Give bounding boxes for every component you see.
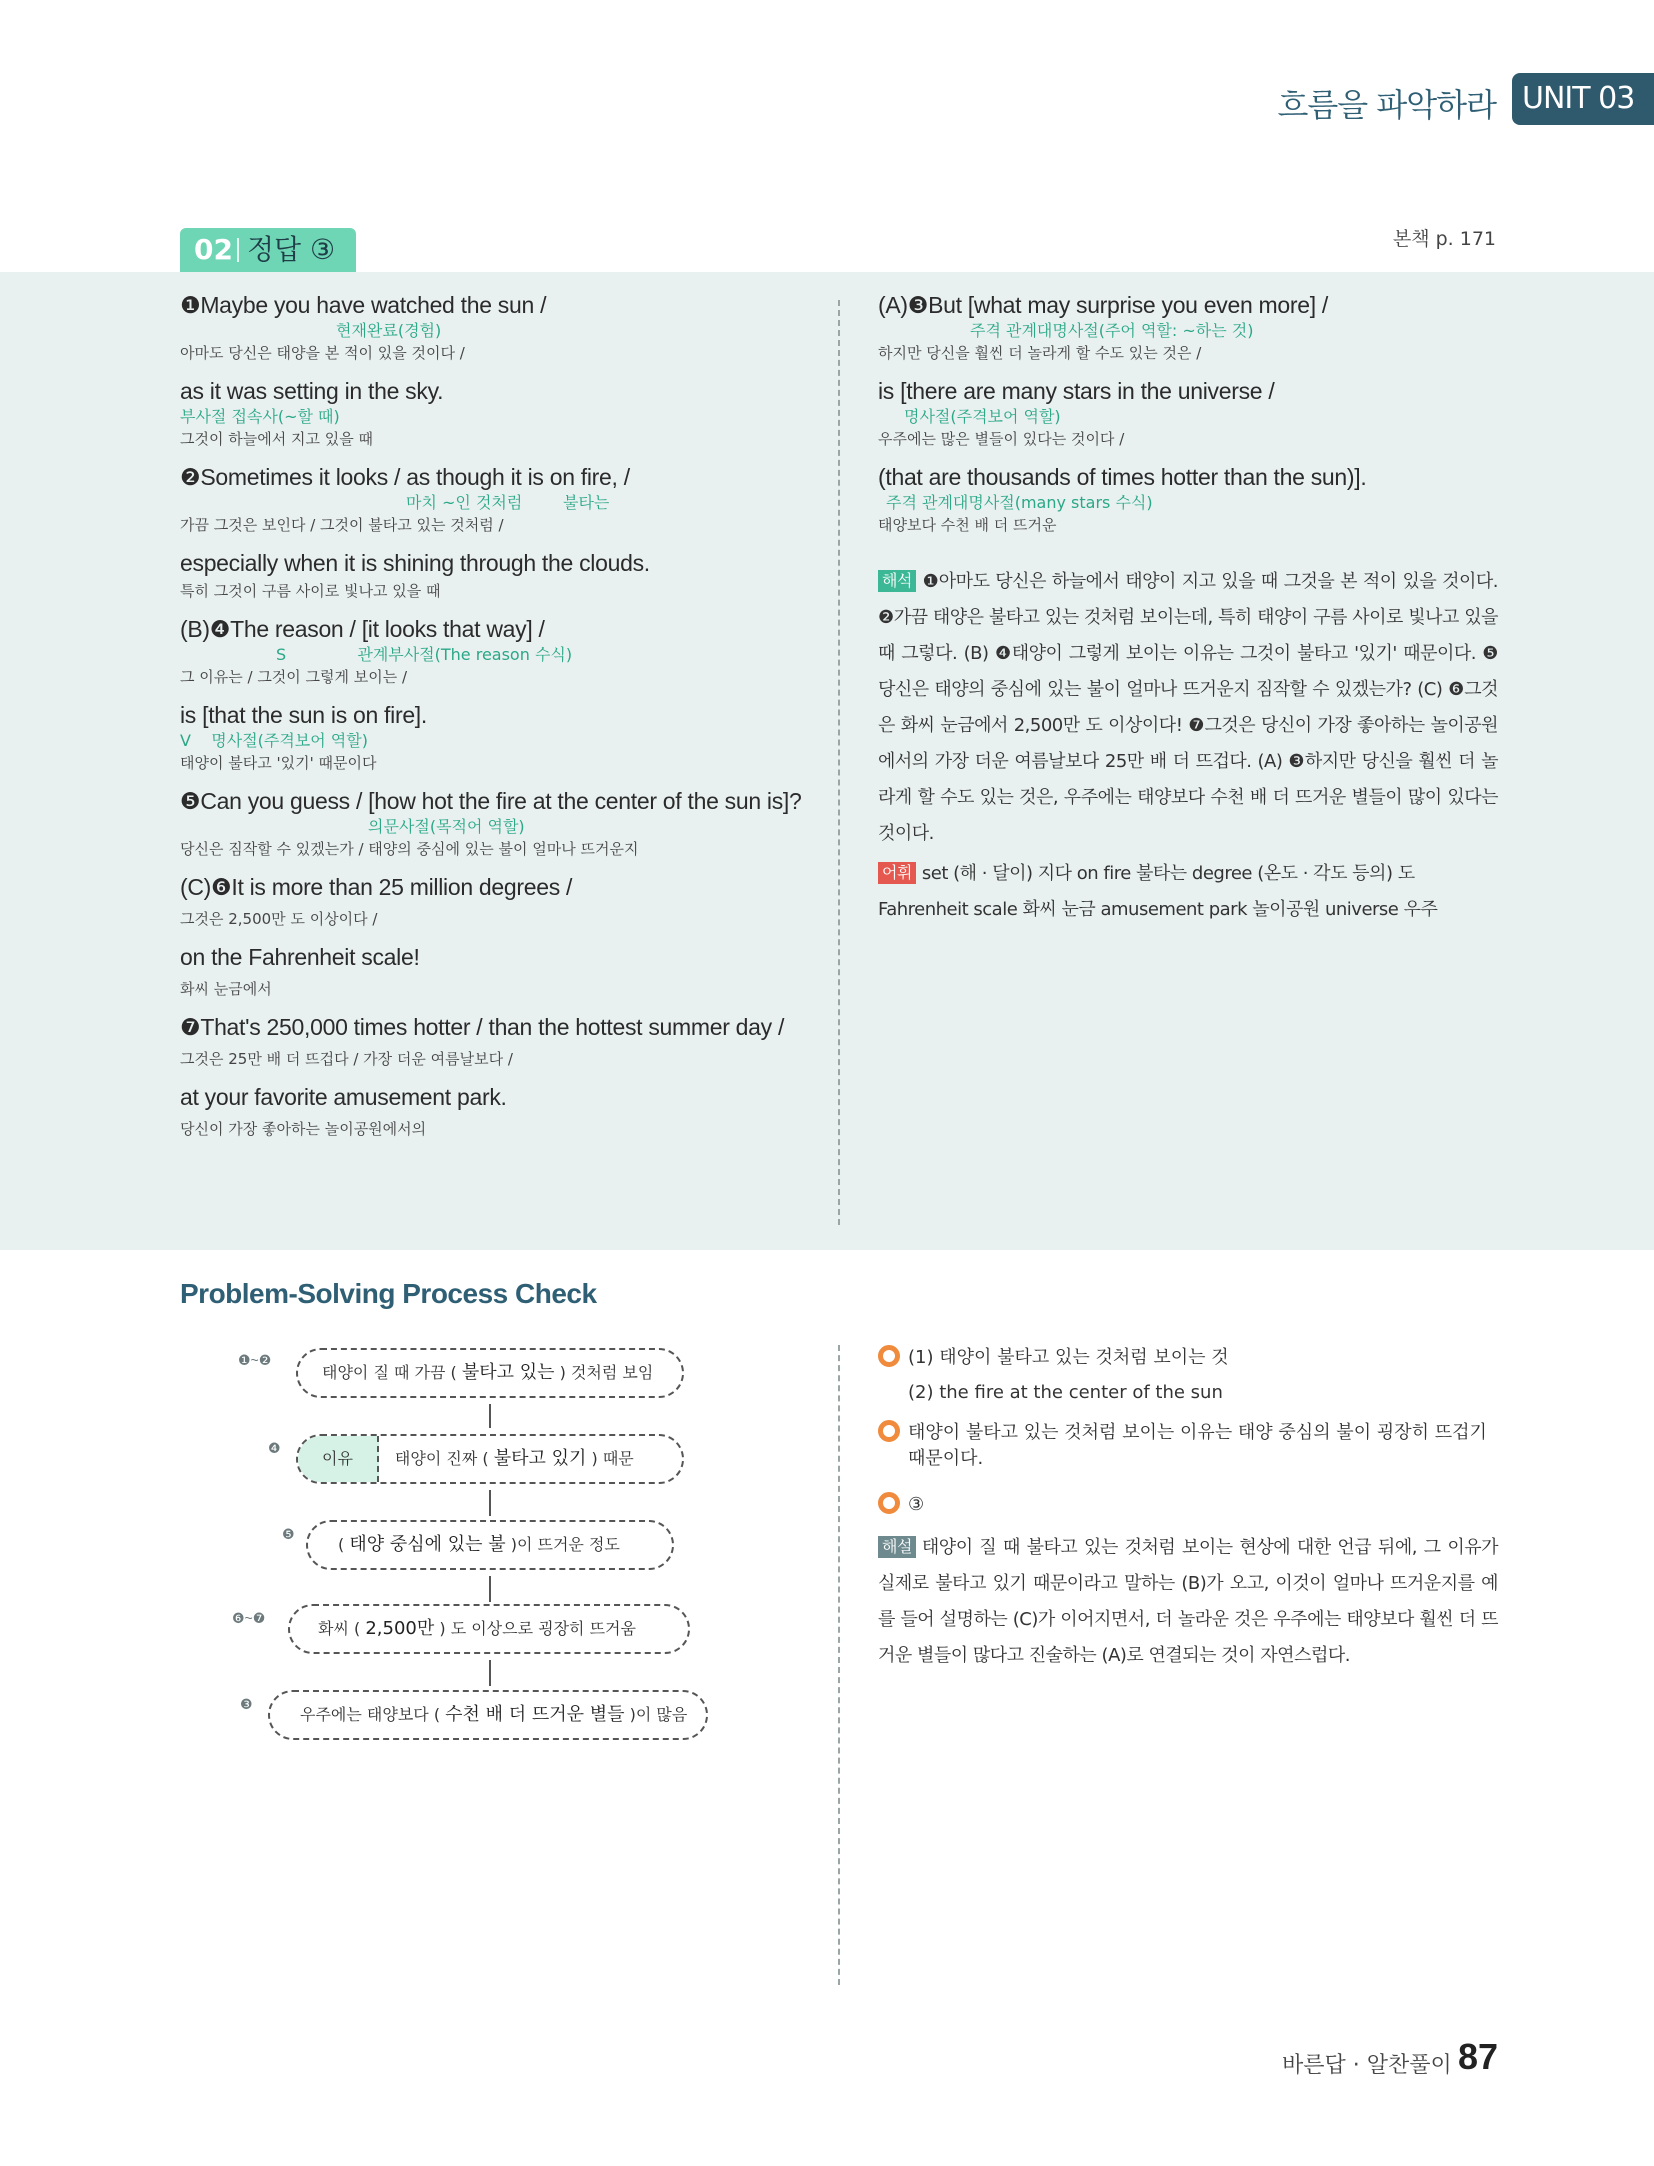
grammar-gloss: 명사절(주격보어 역할)	[904, 407, 1061, 426]
english-line: at your favorite amusement park.	[180, 1084, 507, 1110]
korean-line: 그 이유는 / 그것이 그렇게 보이는 /	[180, 668, 408, 686]
grammar-gloss: 부사절 접속사(~할 때)	[180, 407, 340, 426]
answer-1: (1) 태양이 불타고 있는 것처럼 보이는 것	[878, 1345, 1498, 1371]
sentence-block	[180, 872, 820, 930]
answer-3: ③	[878, 1492, 1498, 1518]
answer-1-part-2: (2) the fire at the center of the sun	[908, 1382, 1223, 1403]
flow-step: 화씨 ( 2,500만 ) 도 이상으로 굉장히 뜨거움	[288, 1604, 690, 1654]
english-line: is [that the sun is on fire].	[180, 702, 427, 728]
korean-line: 하지만 당신을 훨씬 더 놀라게 할 수도 있는 것은 /	[878, 344, 1202, 362]
flow-blank: 불타고 있기	[493, 1448, 587, 1469]
column-divider	[838, 1345, 840, 1985]
unit-badge: UNIT 03	[1512, 73, 1654, 125]
left-analysis-column	[180, 290, 820, 1152]
sentence-block	[878, 462, 1498, 536]
flow-step: 우주에는 태양보다 ( 수천 배 더 뜨거운 별들 )이 많음	[268, 1690, 708, 1740]
process-check-title: Problem-Solving Process Check	[180, 1278, 597, 1309]
answer-tab	[180, 228, 356, 272]
grammar-gloss: 현재완료(경험)	[336, 321, 442, 340]
english-line: especially when it is shining through the clouds.	[180, 550, 650, 576]
flow-arrow-up	[489, 1404, 491, 1428]
flow-arrow-down	[489, 1576, 491, 1602]
sentence-block	[878, 376, 1498, 450]
step-number: ❺	[282, 1526, 295, 1542]
sentence-block	[180, 786, 820, 860]
sentence-block	[878, 290, 1498, 364]
vocab-tag: 어휘	[878, 862, 916, 884]
flow-step: 태양이 질 때 가끔 ( 불타고 있는 ) 것처럼 보임	[296, 1348, 684, 1398]
commentary-tag: 해설	[878, 1536, 916, 1558]
sentence-block	[180, 290, 820, 364]
english-line: is [there are many stars in the universe /	[878, 378, 1275, 404]
answer-label: 정답 ③	[246, 233, 336, 266]
korean-line: 아마도 당신은 태양을 본 적이 있을 것이다 /	[180, 344, 465, 362]
answer-2: 태양이 불타고 있는 것처럼 보이는 이유는 태양 중심의 불이 굉장히 뜨겁기 때문이다.	[878, 1420, 1498, 1472]
page-number: 87	[1458, 2036, 1499, 2077]
sentence-block	[180, 614, 820, 688]
step-number: ❻~❼	[232, 1610, 266, 1626]
reason-label: 이유	[298, 1436, 379, 1482]
flow-connector	[489, 1490, 491, 1516]
english-line: (C)❻It is more than 25 million degrees /	[180, 874, 573, 900]
step-number: ❶~❷	[238, 1352, 272, 1368]
sentence-block	[180, 376, 820, 450]
vocab-paragraph	[878, 856, 1498, 928]
translation-text: ❶아마도 당신은 하늘에서 태양이 지고 있을 때 그것을 본 적이 있을 것이다. ❷가끔 태양은 불타고 있는 것처럼 보이는데, 특히 태양이 구름 사이로 빛나고 있을 때 그렇다. (B) ❹태양이 그렇게 보이는 이유는 그것이 불타고 '있기' 때문이다. ❺당신은 태양의 중심에 있는 불이 얼마나 뜨거운지 짐작할 수 있겠는가? (C) ❻그것은 화씨 눈금에서 2,500만 도 이상이다! ❼그것은 당신이 가장 좋아하는 놀이공원에서의 가장 더운 여름날보다 25만 배 더 뜨겁다. (A) ❸하지만 당신을 훨씬 더 놀라게 할 수도 있는 것은, 우주에는 태양보다 수천 배 더 뜨거운 별들이 많이 있다는 것이다.	[878, 571, 1498, 844]
flow-blank: 태양 중심에 있는 불	[349, 1534, 506, 1555]
answer-number: 02	[194, 233, 233, 266]
tab-divider	[237, 238, 239, 262]
english-line: ❶Maybe you have watched the sun /	[180, 292, 547, 318]
korean-line: 특히 그것이 구름 사이로 빛나고 있을 때	[180, 582, 441, 600]
book-reference: 본책 p. 171	[1392, 228, 1496, 250]
sentence-block	[180, 942, 820, 1000]
sentence-block	[180, 462, 820, 536]
korean-line: 그것은 25만 배 더 뜨겁다 / 가장 더운 여름날보다 /	[180, 1050, 513, 1068]
flow-step: 이유 태양이 진짜 ( 불타고 있기 ) 때문	[296, 1434, 684, 1484]
translation-tag: 해석	[878, 570, 916, 592]
grammar-gloss: 의문사절(목적어 역할)	[368, 817, 525, 836]
grammar-gloss: V 명사절(주격보어 역할)	[180, 731, 368, 750]
vocab-text: set (해 · 달이) 지다 on fire 불타는 degree (온도 · 각도 등의) 도 Fahrenheit scale 화씨 눈금 amusement park 놀이공원 universe 우주	[878, 863, 1438, 920]
grammar-gloss: 주격 관계대명사절(many stars 수식)	[886, 493, 1153, 512]
commentary-paragraph: 해설 태양이 질 때 불타고 있는 것처럼 보이는 현상에 대한 언급 뒤에, 그 이유가 실제로 불타고 있기 때문이라고 말하는 (B)가 오고, 이것이 얼마나 뜨거운지를 예를 들어 설명하는 (C)가 이어지면서, 더 놀라운 것은 우주에는 태양보다 훨씬 더 뜨거운 별들이 많다고 진술하는 (A)로 연결되는 것이 자연스럽다.	[878, 1537, 1498, 1666]
sentence-block	[180, 1082, 820, 1140]
english-line: as it was setting in the sky.	[180, 378, 444, 404]
step-number: ❹	[268, 1440, 281, 1456]
grammar-gloss: 주격 관계대명사절(주어 역할: ~하는 것)	[970, 321, 1254, 340]
sentence-block	[180, 548, 820, 602]
answer-marker-icon	[878, 1492, 900, 1514]
answer-marker-icon	[878, 1420, 900, 1442]
sentence-block	[180, 700, 820, 774]
footer-label: 바른답 · 알찬풀이	[1282, 2053, 1452, 2078]
korean-line: 화씨 눈금에서	[180, 980, 272, 998]
korean-line: 가끔 그것은 보인다 / 그것이 불타고 있는 것처럼 /	[180, 516, 504, 534]
korean-line: 당신은 짐작할 수 있겠는가 / 태양의 중심에 있는 불이 얼마나 뜨거운지	[180, 840, 639, 858]
english-line: ❺Can you guess / [how hot the fire at the center of the sun is]?	[180, 788, 802, 814]
english-line: (that are thousands of times hotter than the sun)].	[878, 464, 1367, 490]
korean-line: 당신이 가장 좋아하는 놀이공원에서의	[180, 1120, 427, 1138]
flow-blank: 불타고 있는	[461, 1362, 555, 1383]
english-line: (A)❸But [what may surprise you even more] /	[878, 292, 1328, 318]
korean-line: 그것은 2,500만 도 이상이다 /	[180, 910, 378, 928]
grammar-gloss: 마치 ~인 것처럼 불타는	[406, 493, 610, 512]
korean-line: 그것이 하늘에서 지고 있을 때	[180, 430, 373, 448]
right-analysis-column	[878, 290, 1498, 928]
flow-blank: 2,500만	[365, 1618, 435, 1639]
flow-step: ( 태양 중심에 있는 불 )이 뜨거운 정도	[306, 1520, 674, 1570]
english-line: (B)❹The reason / [it looks that way] /	[180, 616, 545, 642]
chapter-title: 흐름을 파악하라	[1277, 86, 1496, 124]
flow-blank: 수천 배 더 뜨거운 별들	[445, 1704, 625, 1725]
korean-line: 우주에는 많은 별들이 있다는 것이다 /	[878, 430, 1125, 448]
flow-arrow-both	[489, 1660, 491, 1686]
korean-line: 태양보다 수천 배 더 뜨거운	[878, 516, 1057, 534]
korean-line: 태양이 불타고 '있기' 때문이다	[180, 754, 377, 772]
grammar-gloss: S 관계부사절(The reason 수식)	[276, 645, 573, 664]
answer-marker-icon	[878, 1345, 900, 1367]
step-number: ❸	[240, 1696, 253, 1712]
sentence-block	[180, 1012, 820, 1070]
english-line: ❼That's 250,000 times hotter / than the hottest summer day /	[180, 1014, 785, 1040]
english-line: ❷Sometimes it looks / as though it is on fire, /	[180, 464, 630, 490]
column-divider	[838, 300, 840, 1225]
translation-paragraph	[878, 564, 1498, 852]
english-line: on the Fahrenheit scale!	[180, 944, 420, 970]
